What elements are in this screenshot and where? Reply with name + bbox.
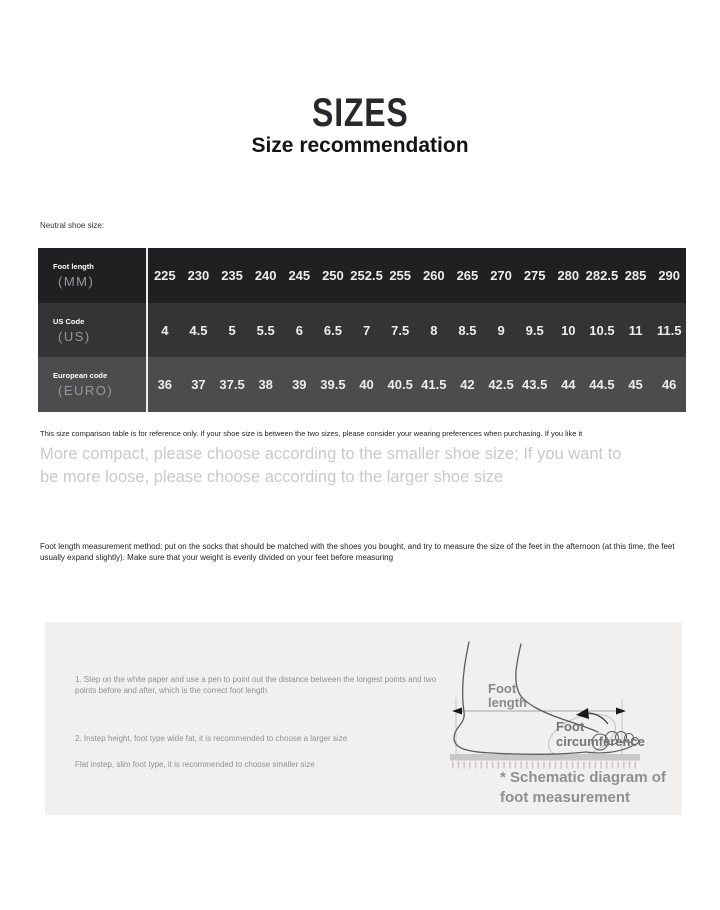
size-value-cell: 38 [258,377,273,393]
size-value-cell: 245 [288,267,311,283]
size-value-cell: 280 [557,267,580,283]
size-value-cell: 7.5 [391,322,410,338]
row-unit: (MM) [58,273,95,289]
diagram-caption: * Schematic diagram of foot measurement [500,769,666,806]
ground-bar [450,754,640,761]
size-value-cell: 5 [228,322,236,338]
size-value-cell: 240 [254,267,277,283]
size-value-cell: 9.5 [525,322,544,338]
measurement-method-note: Foot length measurement method: put on the socks that should be matched with the shoes you bought, and try to measure the size of the feet in the afternoon (at this time, the feet usually expand slightly). Make sure that your weight is evenly divided on your feet before measuring [40,542,675,562]
size-value-cell: 41.5 [421,377,447,393]
size-value-cell: 6.5 [323,322,342,338]
size-value-cell: 37.5 [219,377,245,393]
row-values [148,248,686,303]
reference-note: This size comparison table is for reference only. If your shoe size is between the two sizes, please consider your wearing preferences when purchasing. If you like it [40,429,583,438]
preference-note: More compact, please choose according to the smaller shoe size; If you want to be more loose, please choose according to the larger shoe size [40,445,622,486]
foot-diagram-svg [448,624,663,774]
page-title-text: SIZES [311,90,409,135]
size-value-cell: 255 [389,267,412,283]
size-value-cell: 265 [456,267,479,283]
size-value-cell: 46 [661,377,677,393]
size-value-cell: 290 [658,267,681,283]
size-value-cell: 44.5 [589,377,615,393]
size-value-cell: 8 [430,322,438,338]
size-value-cell: 40.5 [387,377,413,393]
size-value-cell: 39 [292,377,307,393]
foot-length-label: Foot length [488,681,527,710]
size-value-cell: 40 [359,377,374,393]
table-intro-label: Neutral shoe size: [40,221,105,230]
size-value-cell: 11 [628,322,643,338]
size-value-cell: 10 [561,322,576,338]
size-value-cell: 4.5 [189,322,208,338]
instruction-step-3: Flat instep, slim foot type, it is recommended to choose smaller size [75,760,315,769]
row-values [148,357,686,412]
size-value-cell: 4 [161,322,169,338]
row-header-mm [38,248,148,303]
size-value-cell: 43.5 [522,377,548,393]
size-value-cell: 10.5 [589,322,615,338]
foot-measurement-diagram [448,624,663,774]
size-value-cell: 270 [490,267,512,283]
page-subtitle: Size recommendation [251,134,469,158]
size-value-cell: 250 [322,267,344,283]
row-values [148,303,686,358]
size-table-row-euro [38,357,686,412]
size-value-cell: 260 [422,267,445,283]
size-table-row-mm [38,248,686,303]
size-value-cell: 275 [523,267,546,283]
row-unit: (US) [58,328,91,344]
size-value-cell: 7 [362,322,371,338]
row-header-us [38,303,148,358]
size-value-cell: 230 [187,267,210,283]
size-table [38,248,686,412]
size-value-cell: 8.5 [458,322,477,338]
size-value-cell: 225 [153,267,176,283]
size-value-cell: 42 [460,377,475,393]
size-table-row-us [38,303,686,358]
size-value-cell: 39.5 [320,377,346,393]
row-label: European code [53,371,108,381]
foot-circumference-label: Foot circumference [556,719,645,749]
size-value-cell: 235 [221,267,243,283]
instruction-step-2: 2. Instep height, foot type wide fat, it is recommended to choose a larger size [75,734,348,743]
size-value-cell: 37 [191,377,206,393]
size-value-cell: 9 [497,322,505,338]
size-value-cell: 6 [295,322,303,338]
row-header-euro [38,357,148,412]
arrowhead-left-icon [452,708,462,715]
size-value-cell: 36 [157,377,173,393]
row-label: US Code [53,316,85,326]
size-value-cell: 42.5 [488,377,514,393]
row-label: Foot length [53,261,94,271]
arrowhead-right-icon [616,708,626,715]
size-value-cell: 44 [561,377,576,393]
page-title [0,91,720,136]
size-value-cell: 282.5 [585,267,619,283]
instruction-step-1: 1. Step on the white paper and use a pen to point out the distance between the longest points and two points before and after, which is the correct foot length [75,675,437,695]
row-unit: (EURO) [58,383,114,399]
size-value-cell: 11.5 [656,322,682,338]
size-value-cell: 5.5 [256,322,275,338]
size-value-cell: 285 [624,267,647,283]
size-value-cell: 252.5 [350,267,383,283]
size-value-cell: 45 [628,377,643,393]
